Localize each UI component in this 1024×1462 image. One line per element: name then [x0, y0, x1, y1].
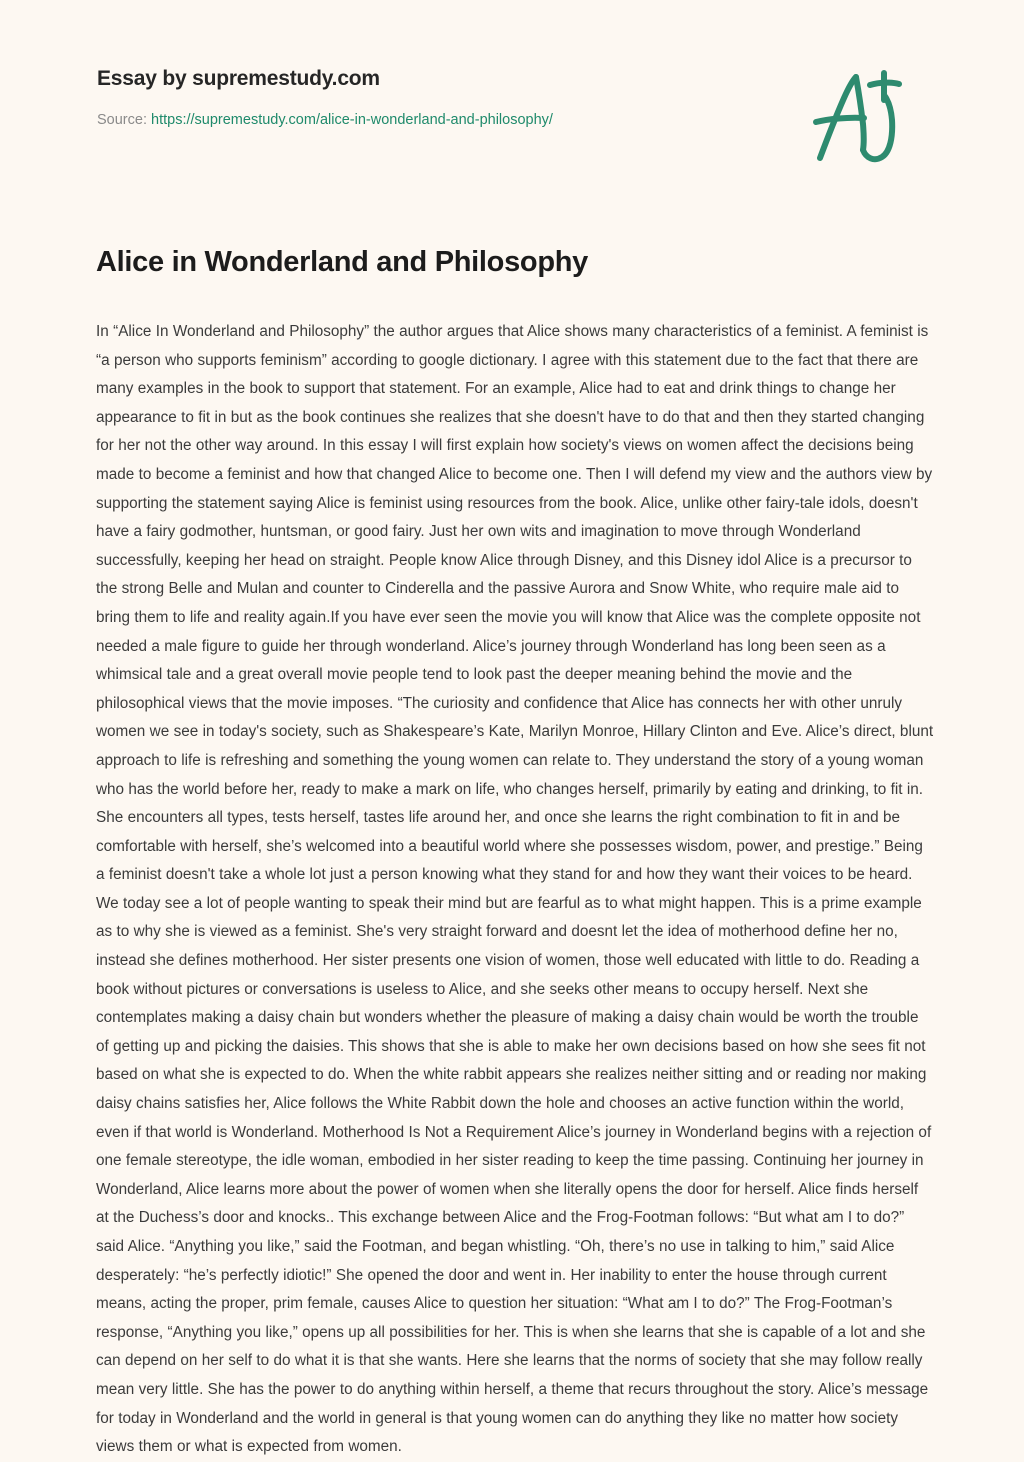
source-url-link[interactable]: https://supremestudy.com/alice-in-wonderland-and-philosophy/ [151, 112, 553, 128]
essay-body [96, 318, 934, 1462]
page-title: Alice in Wonderland and Philosophy [96, 246, 588, 278]
essay-paragraph: In “Alice In Wonderland and Philosophy” the author argues that Alice shows many characteristics of a feminist. A feminist is “a person who supports feminism” according to google dictionary. I agree with this statement due to the fact that there are many examples in the book to support that statement. For an example, Alice had to eat and drink things to change her appearance to fit in but as the book continues she realizes that she doesn't have to do that and then they started changing for her not the other way around. In this essay I will first explain how society's views on women affect the decisions being made to become a feminist and how that changed Alice to become one. Then I will defend my view and the authors view by supporting the statement saying Alice is feminist using resources from the book. Alice, unlike other fairy-tale idols, doesn't have a fairy godmother, huntsman, or good fairy. Just her own wits and imagination to move through Wonderland successfully, keeping her head on straight. People know Alice through Disney, and this Disney idol Alice is a precursor to the strong Belle and Mulan and counter to Cinderella and the passive Aurora and Snow White, who require male aid to bring them to life and reality again.If you have ever seen the movie you will know that Alice was the complete opposite not needed a male figure to guide her through wonderland. Alice’s journey through Wonderland has long been seen as a whimsical tale and a great overall movie people tend to look past the deeper meaning behind the movie and the philosophical views that the movie imposes. “The curiosity and confidence that Alice has connects her with other unruly women we see in today's society, such as Shakespeare’s Kate, Marilyn Monroe, Hillary Clinton and Eve. Alice’s direct, blunt approach to life is refreshing and something the young women can relate to. They understand the story of a young woman who has the world before her, ready to make a mark on life, who changes herself, primarily by eating and drinking, to fit in. She encounters all types, tests herself, tastes life around her, and once she learns the right combination to fit in and be comfortable with herself, she’s welcomed into a beautiful world where she possesses wisdom, power, and prestige.” Being a feminist doesn't take a whole lot just a person knowing what they stand for and how they want their voices to be heard. We today see a lot of people wanting to speak their mind but are fearful as to what might happen. This is a prime example as to why she is viewed as a feminist. She's very straight forward and doesnt let the idea of motherhood define her no, instead she defines motherhood. Her sister presents one vision of women, those well educated with little to do. Reading a book without pictures or conversations is useless to Alice, and she seeks other means to occupy herself. Next she contemplates making a daisy chain but wonders whether the pleasure of making a daisy chain would be worth the trouble of getting up and picking the daisies. This shows that she is able to make her own decisions based on how she sees fit not based on what she is expected to do. When the white rabbit appears she realizes neither sitting and or reading nor making daisy chains satisfies her, Alice follows the White Rabbit down the hole and chooses an active function within the world, even if that world is Wonderland. Motherhood Is Not a Requirement Alice’s journey in Wonderland begins with a rejection of one female stereotype, the idle woman, embodied in her sister reading to keep the time passing. Continuing her journey in Wonderland, Alice learns more about the power of women when she literally opens the door for herself. Alice finds herself at the Duchess’s door and knocks.. This exchange between Alice and the Frog-Footman follows: “But what am I to do?” said Alice. “Anything you like,” said the Footman, and began whistling. “Oh, there’s no use in talking to him,” said Alice desperately: “he’s perfectly idiotic!” She opened the door and went in. Her inability to enter the house through current means, acting the proper, prim female, causes Alice to question her situation: “What am I to do?” The Frog-Footman’s response, “Anything you like,” opens up all possibilities for her. This is when she learns that she is capable of a lot and she can depend on her self to do what it is that she wants. Here she learns that the norms of society that she may follow really mean very little. She has the power to do anything within herself, a theme that recurs throughout the story. Alice’s message for today in Wonderland and the world in general is that young women can do anything they like no matter how society views them or what is expected from women. [96, 323, 934, 1456]
brand-logo-a-plus-icon[interactable] [800, 62, 910, 172]
header-text-block [97, 66, 737, 129]
essay-byline: Essay by supremestudy.com [97, 67, 380, 90]
a-plus-logo-svg [800, 62, 910, 172]
source-line [97, 92, 737, 129]
source-label: Source: [97, 112, 147, 128]
page-header [0, 0, 1024, 200]
